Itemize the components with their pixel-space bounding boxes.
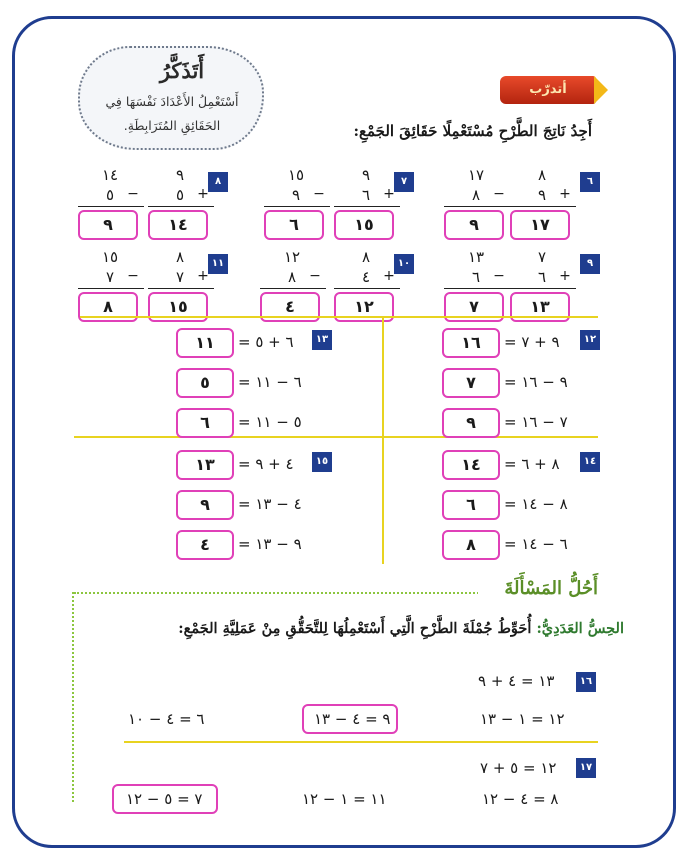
problem-number-badge: ١٧ [576, 758, 596, 778]
problem-number-badge: ١٤ [580, 452, 600, 472]
addend-top: ٧ [537, 248, 547, 266]
answer-box: ٦ [176, 408, 234, 438]
practice-instruction: أَجِدُ نَاتِجَ الطَّرْحِ مُسْتَعْمِلًا حَقَائِقَ الجَمْعِ: [353, 122, 592, 140]
minuend: ١٧ [467, 166, 485, 184]
option-equation: ٦ = ٤ − ١٠ [128, 710, 205, 728]
subtrahend: ٥ [105, 186, 115, 204]
problem-number-badge: ١٢ [580, 330, 600, 350]
problem-solving-instruction [178, 620, 624, 637]
equation-text: = ٨ + ٦ [504, 455, 560, 473]
section-border [72, 592, 74, 802]
divider-line [74, 436, 598, 438]
minus-sign: − [493, 186, 505, 202]
answer-line [78, 206, 144, 207]
addend-bottom: ٦ [537, 268, 547, 286]
addend-top: ٨ [361, 248, 371, 266]
answer-box: ٩ [444, 210, 504, 240]
problem-number-badge: ١١ [208, 254, 228, 274]
minus-sign: − [127, 186, 139, 202]
minus-sign: − [313, 186, 325, 202]
answer-box: ٧ [442, 368, 500, 398]
equation-text: = ٦ − ١١ [238, 373, 302, 391]
problem-number-badge: ١٠ [394, 254, 414, 274]
addend-bottom: ٥ [175, 186, 185, 204]
practice-banner: أتدرّب [500, 76, 596, 104]
equation-text: = ٤ − ١٣ [238, 495, 302, 513]
problem-number-badge: ١٣ [312, 330, 332, 350]
addend-bottom: ٦ [361, 186, 371, 204]
addend-top: ٨ [175, 248, 185, 266]
equation-text: = ٦ − ١٤ [504, 535, 568, 553]
equation-text: = ٥ − ١١ [238, 413, 302, 431]
answer-box: ١٧ [510, 210, 570, 240]
answer-box: ١٥ [148, 292, 208, 322]
instruction-text: أُحَوِّطُ جُمْلَةَ الطَّرْحِ الَّتِي أَسْتَعْمِلُهَا لِلتَّحَقُّقِ مِنْ عَمَلِيَّةِ الجَمْعِ: [178, 620, 532, 637]
answer-box: ٤ [260, 292, 320, 322]
addend-bottom: ٩ [537, 186, 547, 204]
subtrahend: ٨ [471, 186, 481, 204]
answer-box: ١٤ [442, 450, 500, 480]
given-equation: ١٢ = ٥ + ٧ [480, 759, 557, 777]
answer-box: ٦ [264, 210, 324, 240]
answer-box: ٨ [442, 530, 500, 560]
answer-box: ١٣ [176, 450, 234, 480]
addend-top: ٩ [175, 166, 185, 184]
answer-line [148, 288, 214, 289]
minuend: ١٥ [101, 248, 119, 266]
equation-text: = ٨ − ١٤ [504, 495, 568, 513]
answer-line [264, 206, 330, 207]
answer-box: ١٤ [148, 210, 208, 240]
plus-sign: + [383, 268, 395, 284]
minuend: ١٢ [283, 248, 301, 266]
answer-line [444, 288, 510, 289]
addend-top: ٩ [361, 166, 371, 184]
divider-line [80, 316, 598, 318]
answer-line [260, 288, 326, 289]
answer-box: ٦ [442, 490, 500, 520]
minus-sign: − [309, 268, 321, 284]
answer-box: ٥ [176, 368, 234, 398]
option-equation: ٧ = ٥ − ١٢ [126, 790, 203, 808]
plus-sign: + [559, 268, 571, 284]
banner-arrow-icon [594, 76, 608, 104]
given-equation: ١٣ = ٤ + ٩ [478, 672, 555, 690]
problem-number-badge: ٩ [580, 254, 600, 274]
answer-line [444, 206, 510, 207]
answer-line [334, 288, 400, 289]
answer-box: ١٣ [510, 292, 570, 322]
plus-sign: + [197, 268, 209, 284]
minus-sign: − [127, 268, 139, 284]
problem-number-badge: ٧ [394, 172, 414, 192]
plus-sign: + [197, 186, 209, 202]
equation-text: = ٧ − ١٦ [504, 413, 568, 431]
answer-line [78, 288, 144, 289]
subtrahend: ٨ [287, 268, 297, 286]
addend-top: ٨ [537, 166, 547, 184]
answer-box: ٩ [442, 408, 500, 438]
equation-text: = ٦ + ٥ [238, 333, 294, 351]
remember-text: أَسْتَعْمِلُ الأَعْدَادَ نَفْسَهَا فِي الحَقَائِقِ المُتَرَابِطَةِ. [105, 94, 239, 133]
plus-sign: + [559, 186, 571, 202]
answer-box: ١٦ [442, 328, 500, 358]
problem-number-badge: ٦ [580, 172, 600, 192]
problem-solving-title: أَحُلُّ المَسْأَلَةَ [478, 578, 598, 599]
addend-bottom: ٤ [361, 268, 371, 286]
equation-text: = ٩ − ١٣ [238, 535, 302, 553]
subtrahend: ٩ [291, 186, 301, 204]
option-equation: ١٢ = ١ − ١٣ [480, 710, 565, 728]
answer-box: ٩ [78, 210, 138, 240]
answer-box: ٨ [78, 292, 138, 322]
subtrahend: ٧ [105, 268, 115, 286]
minuend: ١٤ [101, 166, 119, 184]
divider-line [124, 741, 598, 743]
minus-sign: − [493, 268, 505, 284]
answer-line [510, 288, 576, 289]
option-equation: ٨ = ٤ − ١٢ [482, 790, 559, 808]
equation-text: = ٤ + ٩ [238, 455, 294, 473]
answer-box: ١١ [176, 328, 234, 358]
equation-text: = ٩ + ٧ [504, 333, 560, 351]
answer-box: ٤ [176, 530, 234, 560]
equation-text: = ٩ − ١٦ [504, 373, 568, 391]
divider-line [382, 318, 384, 564]
option-equation: ١١ = ١ − ١٢ [302, 790, 387, 808]
option-equation: ٩ = ٤ − ١٣ [314, 710, 391, 728]
number-sense-label: الحِسُّ العَدَدِيُّ: [536, 620, 624, 637]
answer-line [334, 206, 400, 207]
answer-box: ٧ [444, 292, 504, 322]
problem-number-badge: ١٥ [312, 452, 332, 472]
answer-box: ٩ [176, 490, 234, 520]
remember-title: أَتَذَكَّرُ [159, 58, 205, 83]
answer-box: ١٥ [334, 210, 394, 240]
answer-box: ١٢ [334, 292, 394, 322]
problem-number-badge: ١٦ [576, 672, 596, 692]
minuend: ١٥ [287, 166, 305, 184]
answer-line [148, 206, 214, 207]
minuend: ١٣ [467, 248, 485, 266]
subtrahend: ٦ [471, 268, 481, 286]
addend-bottom: ٧ [175, 268, 185, 286]
answer-line [510, 206, 576, 207]
plus-sign: + [383, 186, 395, 202]
problem-number-badge: ٨ [208, 172, 228, 192]
